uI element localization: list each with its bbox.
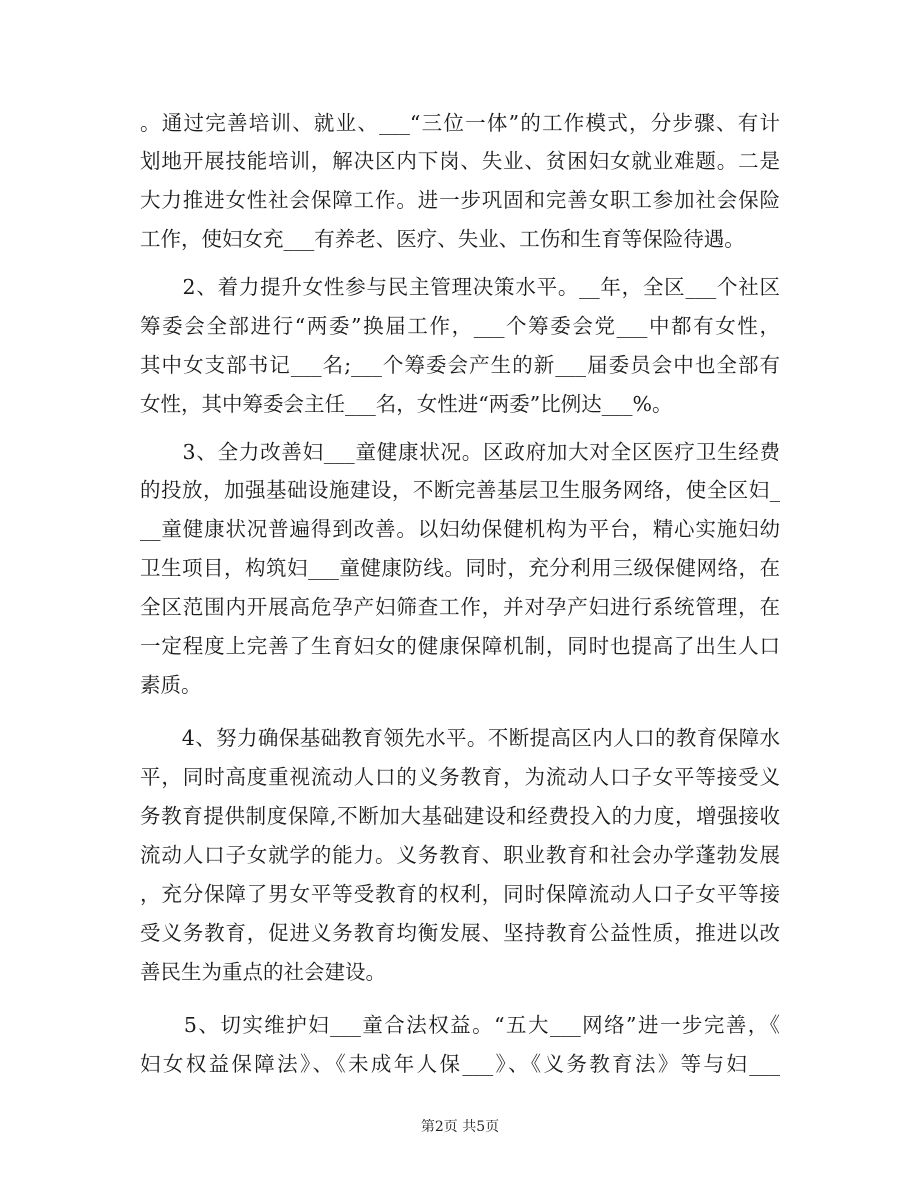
text-line: 划地开展技能培训，解决区内下岗、失业、贫困妇女就业难题。二是 xyxy=(140,149,780,173)
text-line: 2、着力提升女性参与民主管理决策水平。__年，全区___个社区 xyxy=(140,275,780,299)
text-line: 3、全力改善妇___童健康状况。区政府加大对全区医疗卫生经费 xyxy=(140,440,780,464)
text-line: 流动人口子女就学的能力。义务教育、职业教育和社会办学蓬勃发展 xyxy=(140,843,780,867)
text-line: 其中女支部书记___名;___个筹委会产生的新___届委员会中也全部有 xyxy=(140,353,780,377)
text-line: ，充分保障了男女平等受教育的权利，同时保障流动人口子女平等接 xyxy=(140,882,780,906)
text-line: 一定程度上完善了生育妇女的健康保障机制，同时也提高了出生人口 xyxy=(140,634,780,658)
text-line: 4、努力确保基础教育领先水平。不断提高区内人口的教育保障水 xyxy=(140,726,780,750)
text-line: 女性，其中筹委会主任___名，女性进“两委”比例达___%。 xyxy=(140,392,673,416)
text-line: 务教育提供制度保障,不断加大基础建设和经费投入的力度，增强接收 xyxy=(140,804,780,828)
page-number-footer: 第2页 共5页 xyxy=(420,1119,500,1135)
text-line: 素质。 xyxy=(140,673,202,697)
text-line: 卫生项目，构筑妇___童健康防线。同时，充分利用三级保健网络，在 xyxy=(140,556,780,580)
text-line: 的投放，加强基础设施建设，不断完善基层卫生服务网络，使全区妇_ xyxy=(140,478,780,502)
text-line: 全区范围内开展高危孕产妇筛查工作，并对孕产妇进行系统管理，在 xyxy=(140,595,780,619)
text-line: 妇女权益保障法》、《未成年人保___》、《义务教育法》等与妇___ xyxy=(140,1052,780,1076)
text-line: 工作，使妇女充___有养老、医疗、失业、工伤和生育等保险待遇。 xyxy=(140,227,745,251)
text-line: 5、切实维护妇___童合法权益。“五大___网络”进一步完善，《 xyxy=(140,1013,780,1037)
text-line: 善民生为重点的社会建设。 xyxy=(140,960,386,984)
text-line: 大力推进女性社会保障工作。进一步巩固和完善女职工参加社会保险 xyxy=(140,188,780,212)
text-line: 平，同时高度重视流动人口的义务教育，为流动人口子女平等接受义 xyxy=(140,765,780,789)
text-line: 筹委会全部进行“两委”换届工作，___个筹委会党___中都有女性， xyxy=(140,314,780,338)
text-line: 受义务教育，促进义务教育均衡发展、坚持教育公益性质，推进以改 xyxy=(140,921,780,945)
text-line: 。通过完善培训、就业、___“三位一体”的工作模式，分步骤、有计 xyxy=(140,111,780,135)
text-line: __童健康状况普遍得到改善。以妇幼保健机构为平台，精心实施妇幼 xyxy=(140,517,780,541)
